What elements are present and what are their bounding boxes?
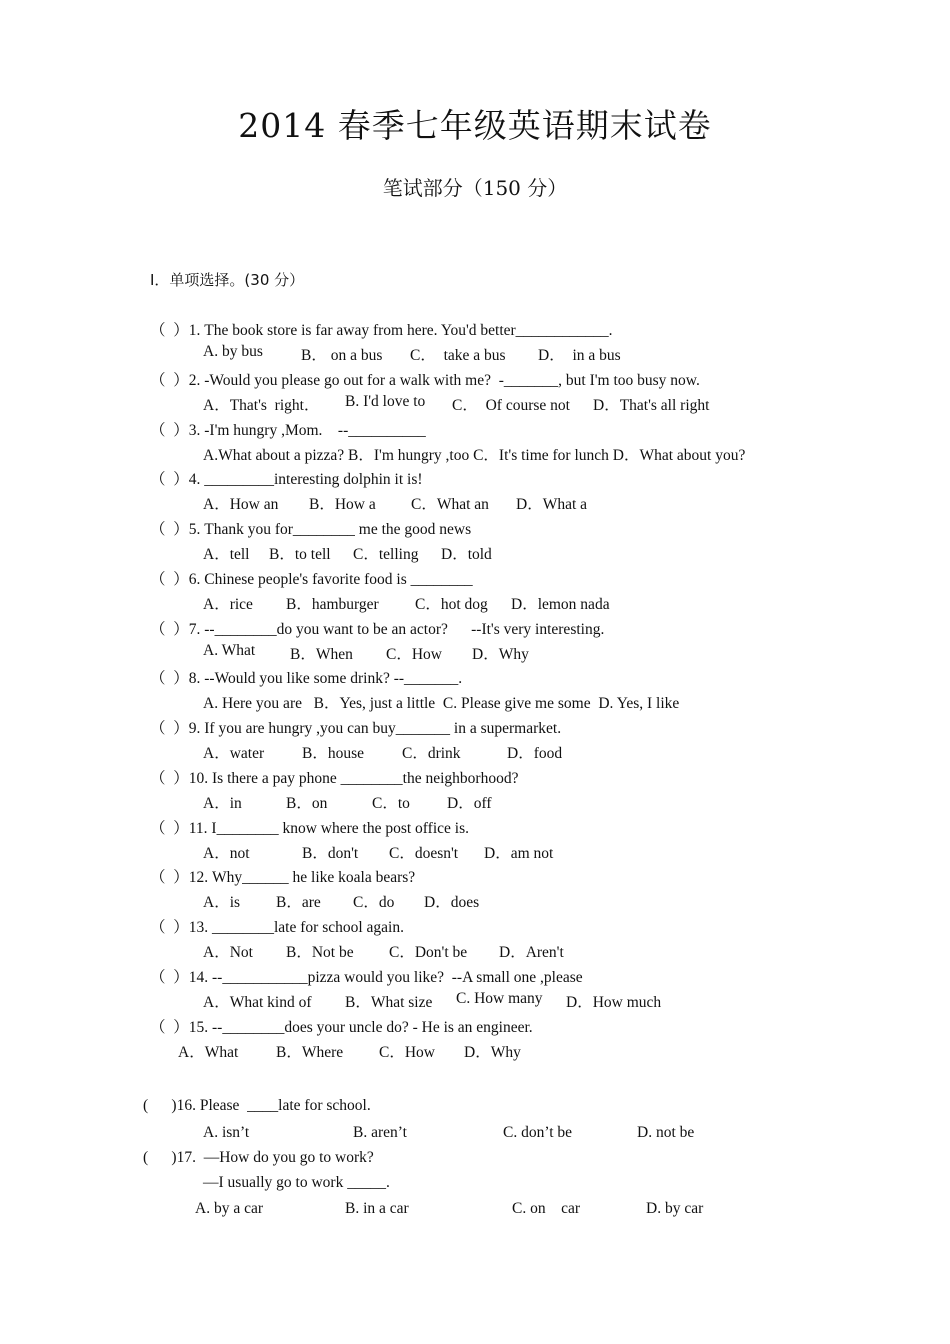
answer-option: C．drink — [402, 745, 461, 762]
answer-option: B．to tell — [269, 546, 331, 563]
answer-option: A．is — [203, 894, 241, 911]
question-stem: （ ）13. ________late for school again. — [150, 919, 404, 936]
answer-option: A．not — [203, 845, 250, 862]
answer-option: C．doesn't — [389, 845, 459, 862]
answer-option: B．are — [276, 894, 321, 911]
answer-option: B．Where — [276, 1044, 344, 1061]
answer-option: C．What an — [411, 496, 489, 513]
question-stem: （ ）8. --Would you like some drink? --_______. — [150, 670, 463, 687]
answer-option: D．lemon nada — [511, 596, 610, 613]
answer-option: A. by a car — [195, 1200, 263, 1217]
question-stem: （ ）1. The book store is far away from here. You'd better____________. — [150, 322, 613, 339]
answer-option: D．How much — [566, 994, 662, 1011]
answer-option: A. What — [203, 642, 256, 659]
answer-option: D. not be — [637, 1124, 695, 1141]
section-heading: Ⅰ．单项选择。(30 分） — [150, 271, 305, 289]
question-stem: （ ）3. -I'm hungry ,Mom. --__________ — [150, 422, 426, 439]
answer-option: D．Why — [472, 646, 529, 663]
answer-option: A. Here you are B．Yes, just a little C. Please give me some D. Yes, I like — [203, 695, 680, 712]
answer-option: A．Not — [203, 944, 253, 961]
question-stem: ( )17. —How do you go to work? — [143, 1149, 374, 1166]
answer-option: A．What kind of — [203, 994, 312, 1011]
answer-option: D．That's all right — [593, 397, 710, 414]
answer-option: A．rice — [203, 596, 253, 613]
question-stem: （ ）4. _________interesting dolphin it is! — [150, 471, 423, 488]
answer-option: D. by car — [646, 1200, 704, 1217]
answer-option: C．hot dog — [415, 596, 488, 613]
question-stem: （ ）5. Thank you for________ me the good news — [150, 521, 472, 538]
answer-option: D．told — [441, 546, 492, 563]
answer-option: D．Aren't — [499, 944, 564, 961]
answer-option: A. by bus — [203, 343, 263, 360]
question-stem: （ ）14. --___________pizza would you like? --A small one ,please — [150, 969, 583, 986]
answer-option: B. aren’t — [353, 1124, 407, 1141]
answer-option: A．water — [203, 745, 265, 762]
question-stem: （ ）11. I________ know where the post office is. — [150, 820, 469, 837]
question-stem: （ ）7. --________do you want to be an actor? --It's very interesting. — [150, 621, 605, 638]
answer-option: D．What a — [516, 496, 588, 513]
page-subtitle: 笔试部分（150 分） — [382, 176, 568, 200]
answer-option: C．to — [372, 795, 410, 812]
answer-option: C．Don't be — [389, 944, 468, 961]
question-stem-line2: —I usually go to work _____. — [203, 1174, 390, 1191]
answer-option: B．When — [290, 646, 353, 663]
answer-option: C． take a bus — [410, 347, 506, 364]
answer-option: A．What — [178, 1044, 239, 1061]
answer-option: D． in a bus — [538, 347, 621, 364]
page-title: 2014 春季七年级英语期末试卷 — [238, 106, 712, 145]
answer-option: B. in a car — [345, 1200, 409, 1217]
answer-option: A．How an — [203, 496, 279, 513]
question-stem: （ ）2. -Would you please go out for a walk with me? -_______, but I'm too busy now. — [150, 372, 700, 389]
answer-option: A．tell — [203, 546, 250, 563]
answer-option: D．Why — [464, 1044, 521, 1061]
answer-option: A. isn’t — [203, 1124, 250, 1141]
question-stem: （ ）15. --________does your uncle do? - He is an engineer. — [150, 1019, 533, 1036]
answer-option: B．hamburger — [286, 596, 379, 613]
answer-option: A．That's right． — [203, 397, 320, 414]
answer-option: C．How — [386, 646, 442, 663]
answer-option: C．do — [353, 894, 395, 911]
answer-option: C. on car — [512, 1200, 581, 1217]
question-stem: （ ）12. Why______ he like koala bears? — [150, 869, 416, 886]
question-stem: ( )16. Please ____late for school. — [143, 1097, 371, 1114]
answer-option: B. I'd love to — [345, 393, 426, 410]
answer-option: B．don't — [302, 845, 359, 862]
answer-option: C．telling — [353, 546, 419, 563]
question-stem: （ ）6. Chinese people's favorite food is ________ — [150, 571, 473, 588]
answer-option: B．Not be — [286, 944, 354, 961]
answer-option: D．food — [507, 745, 563, 762]
answer-option: C. How many — [456, 990, 543, 1007]
question-stem: （ ）10. Is there a pay phone ________the neighborhood? — [150, 770, 519, 787]
answer-option: C. don’t be — [503, 1124, 573, 1141]
answer-option: A．in — [203, 795, 242, 812]
answer-option: B．How a — [309, 496, 376, 513]
answer-option: D．am not — [484, 845, 554, 862]
answer-option: C．How — [379, 1044, 435, 1061]
answer-option: B． on a bus — [301, 347, 383, 364]
answer-option: B．on — [286, 795, 328, 812]
answer-option: D．off — [447, 795, 492, 812]
answer-option: A.What about a pizza? B．I'm hungry ,too C．It's time for lunch D．What about you? — [203, 447, 746, 464]
answer-option: B．What size — [345, 994, 433, 1011]
question-stem: （ ）9. If you are hungry ,you can buy_______ in a supermarket. — [150, 720, 562, 737]
answer-option: C． Of course not — [452, 397, 570, 414]
answer-option: D．does — [424, 894, 480, 911]
answer-option: B．house — [302, 745, 365, 762]
